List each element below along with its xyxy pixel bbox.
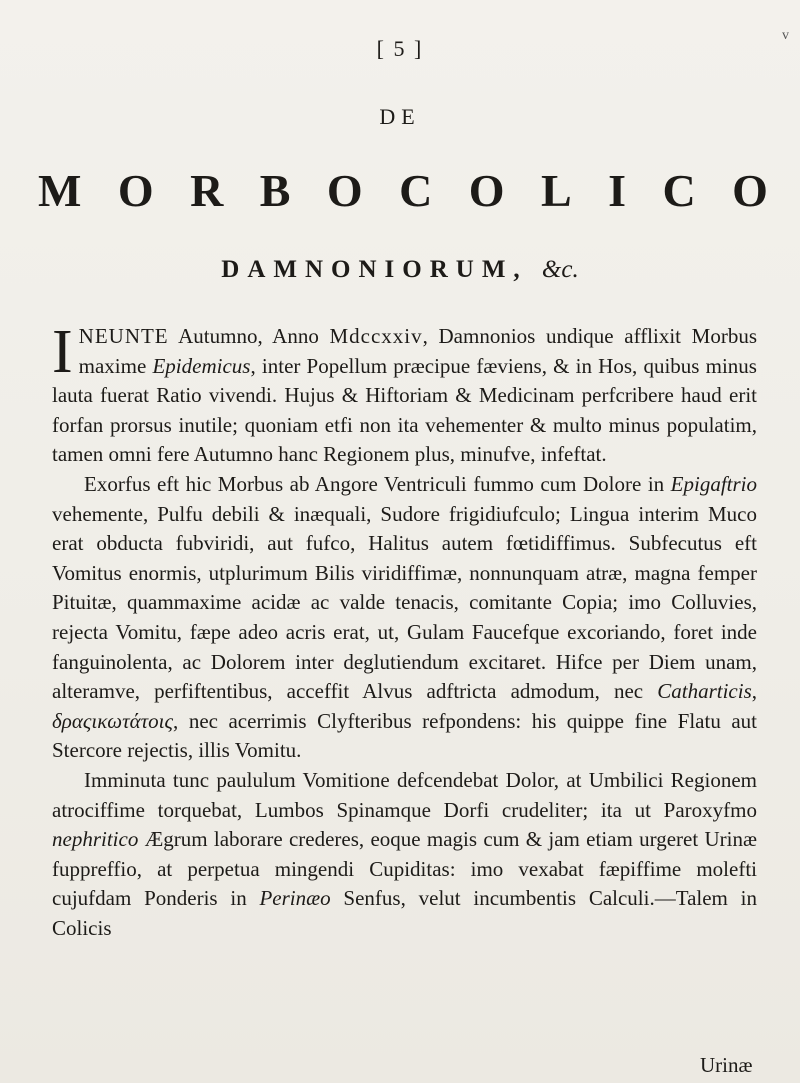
page-number: [ 5 ] — [376, 36, 424, 61]
title-letter: B — [259, 165, 291, 216]
italic-term: Catharticis — [657, 679, 752, 704]
title-letter: C — [399, 165, 433, 216]
text-run: , — [751, 679, 757, 704]
text-run: Exorfus eft hic Morbus ab Angore Ventriculi fummo cum Dolore in — [84, 471, 671, 496]
heading-de: DE — [379, 104, 421, 129]
paragraph-2 — [52, 470, 757, 766]
italic-term: Epidemicus — [152, 353, 251, 378]
title-letter: C — [662, 165, 696, 216]
text-run: , inter Popellum præcipue fæviens, & in Hos, quibus minus lauta fuerat Ratio vivendi. Hujus & Hiftoriam & Medicinam perfcribere haud erit forfan prorsus inutile; quoniam etfi non ita vehementer & multo minus populatim, tamen omni fere Autumno hanc Regionem plus, minufve, infeftat. — [52, 353, 757, 467]
text-run: vehemente, Pulfu debili & inæquali, Sudore frigidiufculo; Lingua interim Muco erat obducta fubviridi, aut fufco, Halitus autem fœtidiffimus. Subfecutus eft Vomitus enormis, utplurimum Bilis viridiffimæ, nonnunquam atræ, magna femper Pituitæ, quammaxime acidæ ac valde tenacis, comitante Copia; imo Colluvies, rejecta Vomitu, fæpe adeo acris erat, ut, Gulam Faucefque excoriando, foret inde fanguinolenta, ac Dolorem inter deglutiendum excitaret. Hifce per Diem unam, alteramve, perfiftentibus, acceffit Alvus adftricta admodum, nec — [52, 501, 757, 704]
body-text — [52, 318, 758, 943]
text-run: Autumno, Anno — [168, 324, 330, 348]
subtitle — [40, 256, 760, 284]
lead-word: NEUNTE — [78, 324, 169, 348]
page-title — [38, 165, 768, 216]
title-letter: O — [468, 165, 505, 216]
italic-term: Epigaftrio — [670, 471, 757, 496]
subtitle-etc: &c. — [541, 256, 579, 283]
text-run: Imminuta tunc paululum Vomitione defcendebat Dolor, at Umbilici Regionem atrociffime torquebat, Lumbos Spinamque Dorfi crudeliter; ita ut Paroxyfmo — [52, 767, 757, 822]
title-letter: O — [732, 165, 768, 216]
year-text: Mdccxxiv — [329, 324, 423, 348]
text-run: , nec acerrimis Clyfteribus refpondens: his quippe fine Flatu aut Stercore rejectis, illis Vomitu. — [52, 708, 757, 763]
drop-cap: I — [52, 318, 73, 386]
paragraph-1 — [52, 318, 757, 470]
text-run: Senfus, velut incumbentis Calculi.—Talem in Colicis — [52, 886, 758, 940]
title-letter: M — [38, 165, 82, 216]
italic-term: Perinæo — [259, 886, 331, 911]
subtitle-text: DAMNONIORUM, — [221, 256, 528, 283]
title-letter: O — [326, 165, 363, 216]
title-letter: O — [117, 165, 154, 216]
catchword: Urinæ — [700, 1053, 753, 1077]
greek-term: δραςικωτάτοις — [52, 708, 174, 733]
italic-term: nephritico — [52, 827, 139, 852]
title-letter: L — [540, 165, 572, 216]
paragraph-3 — [52, 766, 757, 944]
title-letter: I — [608, 165, 627, 216]
text-run: Ægrum laborare crederes, eoque magis cum & jam etiam urgeret Urinæ fuppreffio, at perpetua mingendi Cupiditas: imo vexabat fæpiffime molefti cujufdam Ponderis in — [52, 827, 757, 911]
text-run: , Damnonios undique afflixit Morbus maxime — [78, 324, 757, 378]
corner-mark: v — [782, 28, 789, 43]
title-letter: R — [190, 165, 224, 216]
